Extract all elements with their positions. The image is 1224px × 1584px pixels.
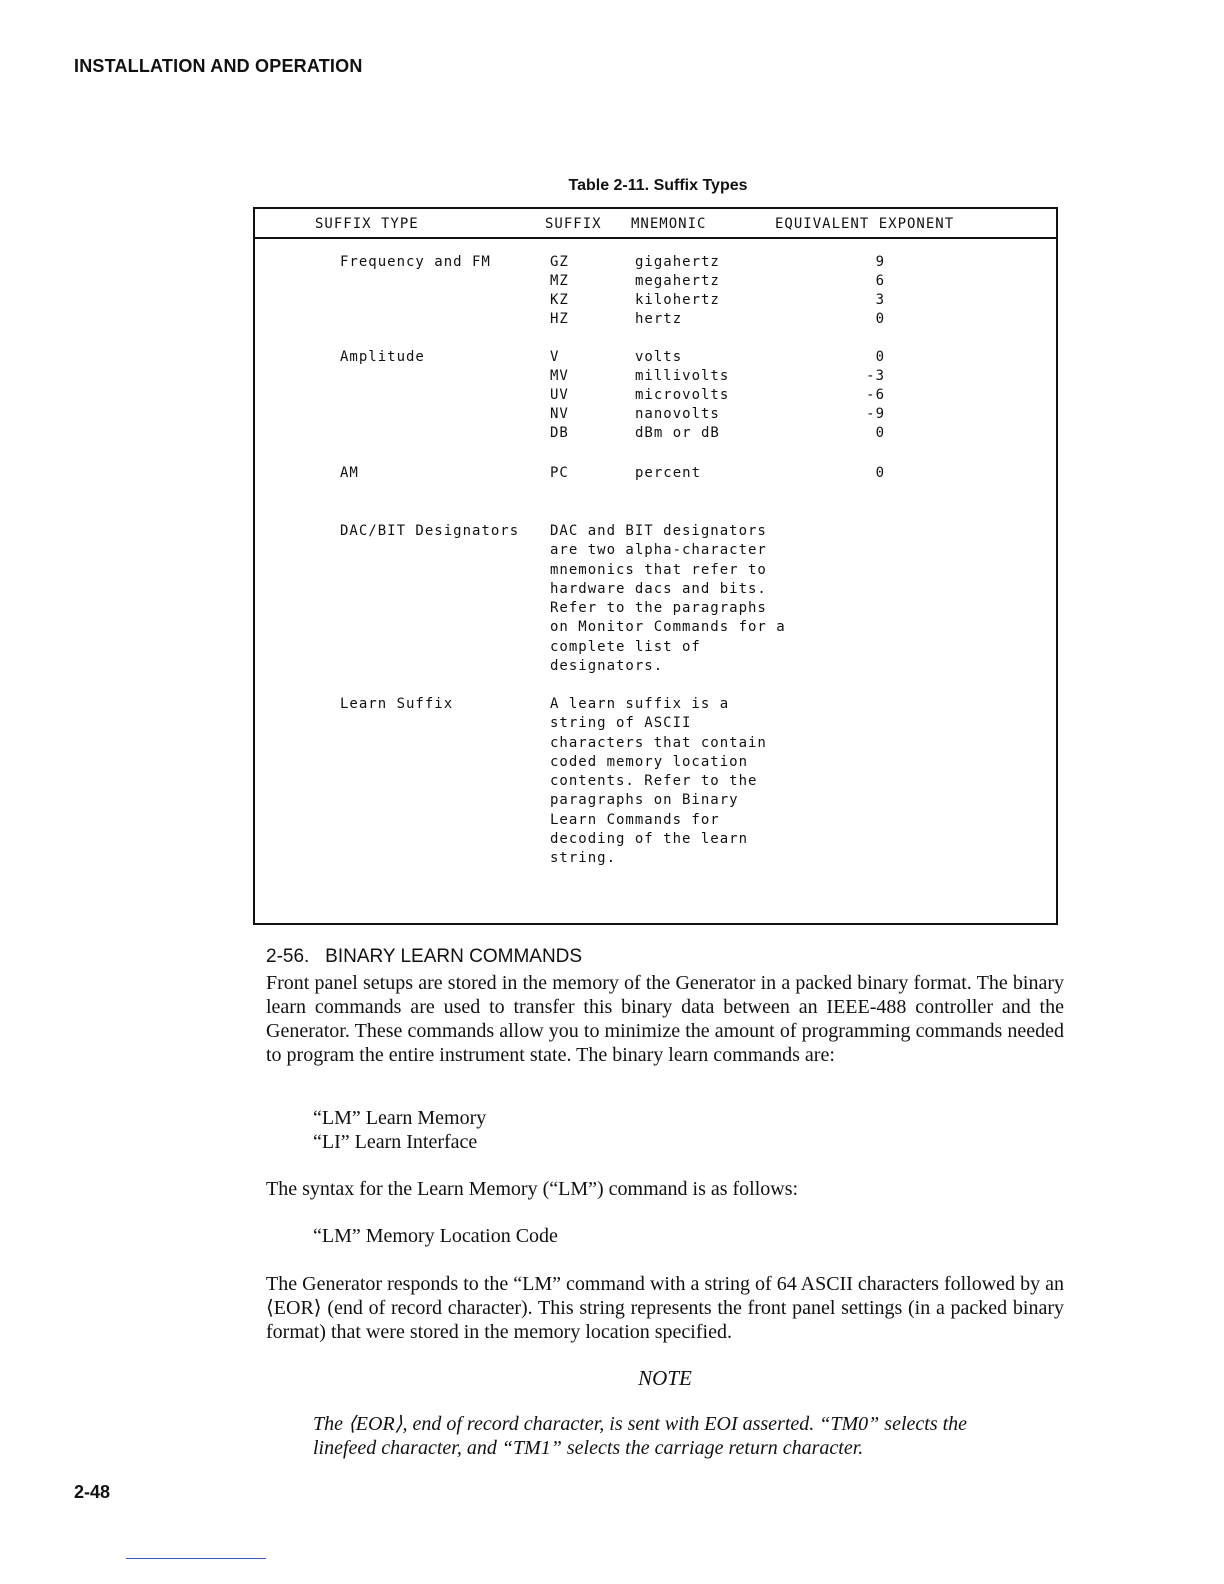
command-li: “LI” Learn Interface <box>313 1131 478 1153</box>
table-title: Table 2-11. Suffix Types <box>568 177 748 194</box>
table-row <box>255 310 1056 329</box>
section-title: BINARY LEARN COMMANDS <box>325 946 583 967</box>
paragraph-response: The Generator responds to the “LM” command with a string of 64 ASCII characters followed by an ⟨EOR⟩ (end of record character). This string represents the front panel settings (in a packed binary format) that were stored in the memory location specified. <box>266 1273 1064 1343</box>
column-header-mnemonic: MNEMONIC <box>631 216 707 232</box>
mnemonic-cell: millivolts <box>635 368 730 384</box>
mnemonic-cell: dBm or dB <box>635 425 720 441</box>
suffix-cell: KZ <box>550 292 569 308</box>
paragraph-syntax: The syntax for the Learn Memory (“LM”) command is as follows: <box>266 1178 799 1200</box>
mnemonic-cell: gigahertz <box>635 254 720 270</box>
page-number: 2-48 <box>74 1482 111 1502</box>
suffix-type-label: Amplitude <box>340 349 425 365</box>
suffix-cell: UV <box>550 387 569 403</box>
table-row <box>255 367 1056 386</box>
suffix-cell: HZ <box>550 311 569 327</box>
suffix-types-table <box>253 207 1058 925</box>
exponent-cell: 0 <box>875 311 885 327</box>
command-lm: “LM” Learn Memory <box>313 1107 487 1129</box>
exponent-cell: 0 <box>875 425 885 441</box>
table-row <box>255 424 1056 443</box>
exponent-cell: -6 <box>866 387 885 403</box>
suffix-cell: DB <box>550 425 569 441</box>
table-row <box>255 348 1056 367</box>
section-number: 2-56. <box>266 946 310 967</box>
suffix-cell: GZ <box>550 254 569 270</box>
exponent-cell: 3 <box>875 292 885 308</box>
description-cell: A learn suffix is a string of ASCII characters that contain coded memory location contents. Refer to the paragraphs on Binary Learn Commands for decoding of the learn string. <box>550 696 767 867</box>
table-group-am <box>255 464 1056 483</box>
suffix-cell: NV <box>550 406 569 422</box>
suffix-type-label: Learn Suffix <box>340 696 454 712</box>
exponent-cell: 0 <box>875 465 885 481</box>
table-row <box>255 272 1056 291</box>
mnemonic-cell: hertz <box>635 311 683 327</box>
table-row <box>255 386 1056 405</box>
suffix-cell: MV <box>550 368 569 384</box>
note-title: NOTE <box>638 1366 692 1390</box>
suffix-type-label: Frequency and FM <box>340 254 491 270</box>
exponent-cell: -3 <box>866 368 885 384</box>
note-body: The ⟨EOR⟩, end of record character, is sent with EOI asserted. “TM0” selects the linefeed character, and “TM1” selects the carriage return character. <box>313 1413 968 1459</box>
table-header-row <box>255 209 1056 239</box>
suffix-cell: V <box>550 349 560 365</box>
table-group-amplitude <box>255 348 1056 443</box>
mnemonic-cell: microvolts <box>635 387 730 403</box>
suffix-type-label: AM <box>340 465 359 481</box>
mnemonic-cell: nanovolts <box>635 406 720 422</box>
mnemonic-cell: percent <box>635 465 702 481</box>
syntax-line: “LM” Memory Location Code <box>313 1225 558 1247</box>
table-row <box>255 291 1056 310</box>
running-header: INSTALLATION AND OPERATION <box>74 56 363 76</box>
exponent-cell: -9 <box>866 406 885 422</box>
column-header-suffix-type: SUFFIX TYPE <box>315 216 419 232</box>
table-row <box>255 405 1056 424</box>
mnemonic-cell: kilohertz <box>635 292 720 308</box>
description-cell: DAC and BIT designators are two alpha-character mnemonics that refer to hardware dacs and bits. Refer to the paragraphs on Monitor Commands for a complete list of designators. <box>550 523 786 675</box>
paragraph-intro: Front panel setups are stored in the memory of the Generator in a packed binary format. The binary learn commands are used to transfer this binary data between an IEEE-488 controller and the Generator. These commands allow you to minimize the amount of programming commands needed to program the entire instrument state. The binary learn commands are: <box>266 972 1064 1066</box>
suffix-type-label: DAC/BIT Designators <box>340 523 520 539</box>
column-header-exponent: EQUIVALENT EXPONENT <box>775 216 955 232</box>
table-group-frequency <box>255 253 1056 329</box>
suffix-cell: PC <box>550 465 569 481</box>
table-row <box>255 464 1056 483</box>
exponent-cell: 0 <box>875 349 885 365</box>
table-row <box>255 253 1056 272</box>
mnemonic-cell: megahertz <box>635 273 720 289</box>
column-header-suffix: SUFFIX <box>545 216 602 232</box>
footer-rule <box>126 1558 266 1559</box>
section-heading <box>266 946 582 968</box>
mnemonic-cell: volts <box>635 349 683 365</box>
exponent-cell: 6 <box>875 273 885 289</box>
exponent-cell: 9 <box>875 254 885 270</box>
suffix-cell: MZ <box>550 273 569 289</box>
